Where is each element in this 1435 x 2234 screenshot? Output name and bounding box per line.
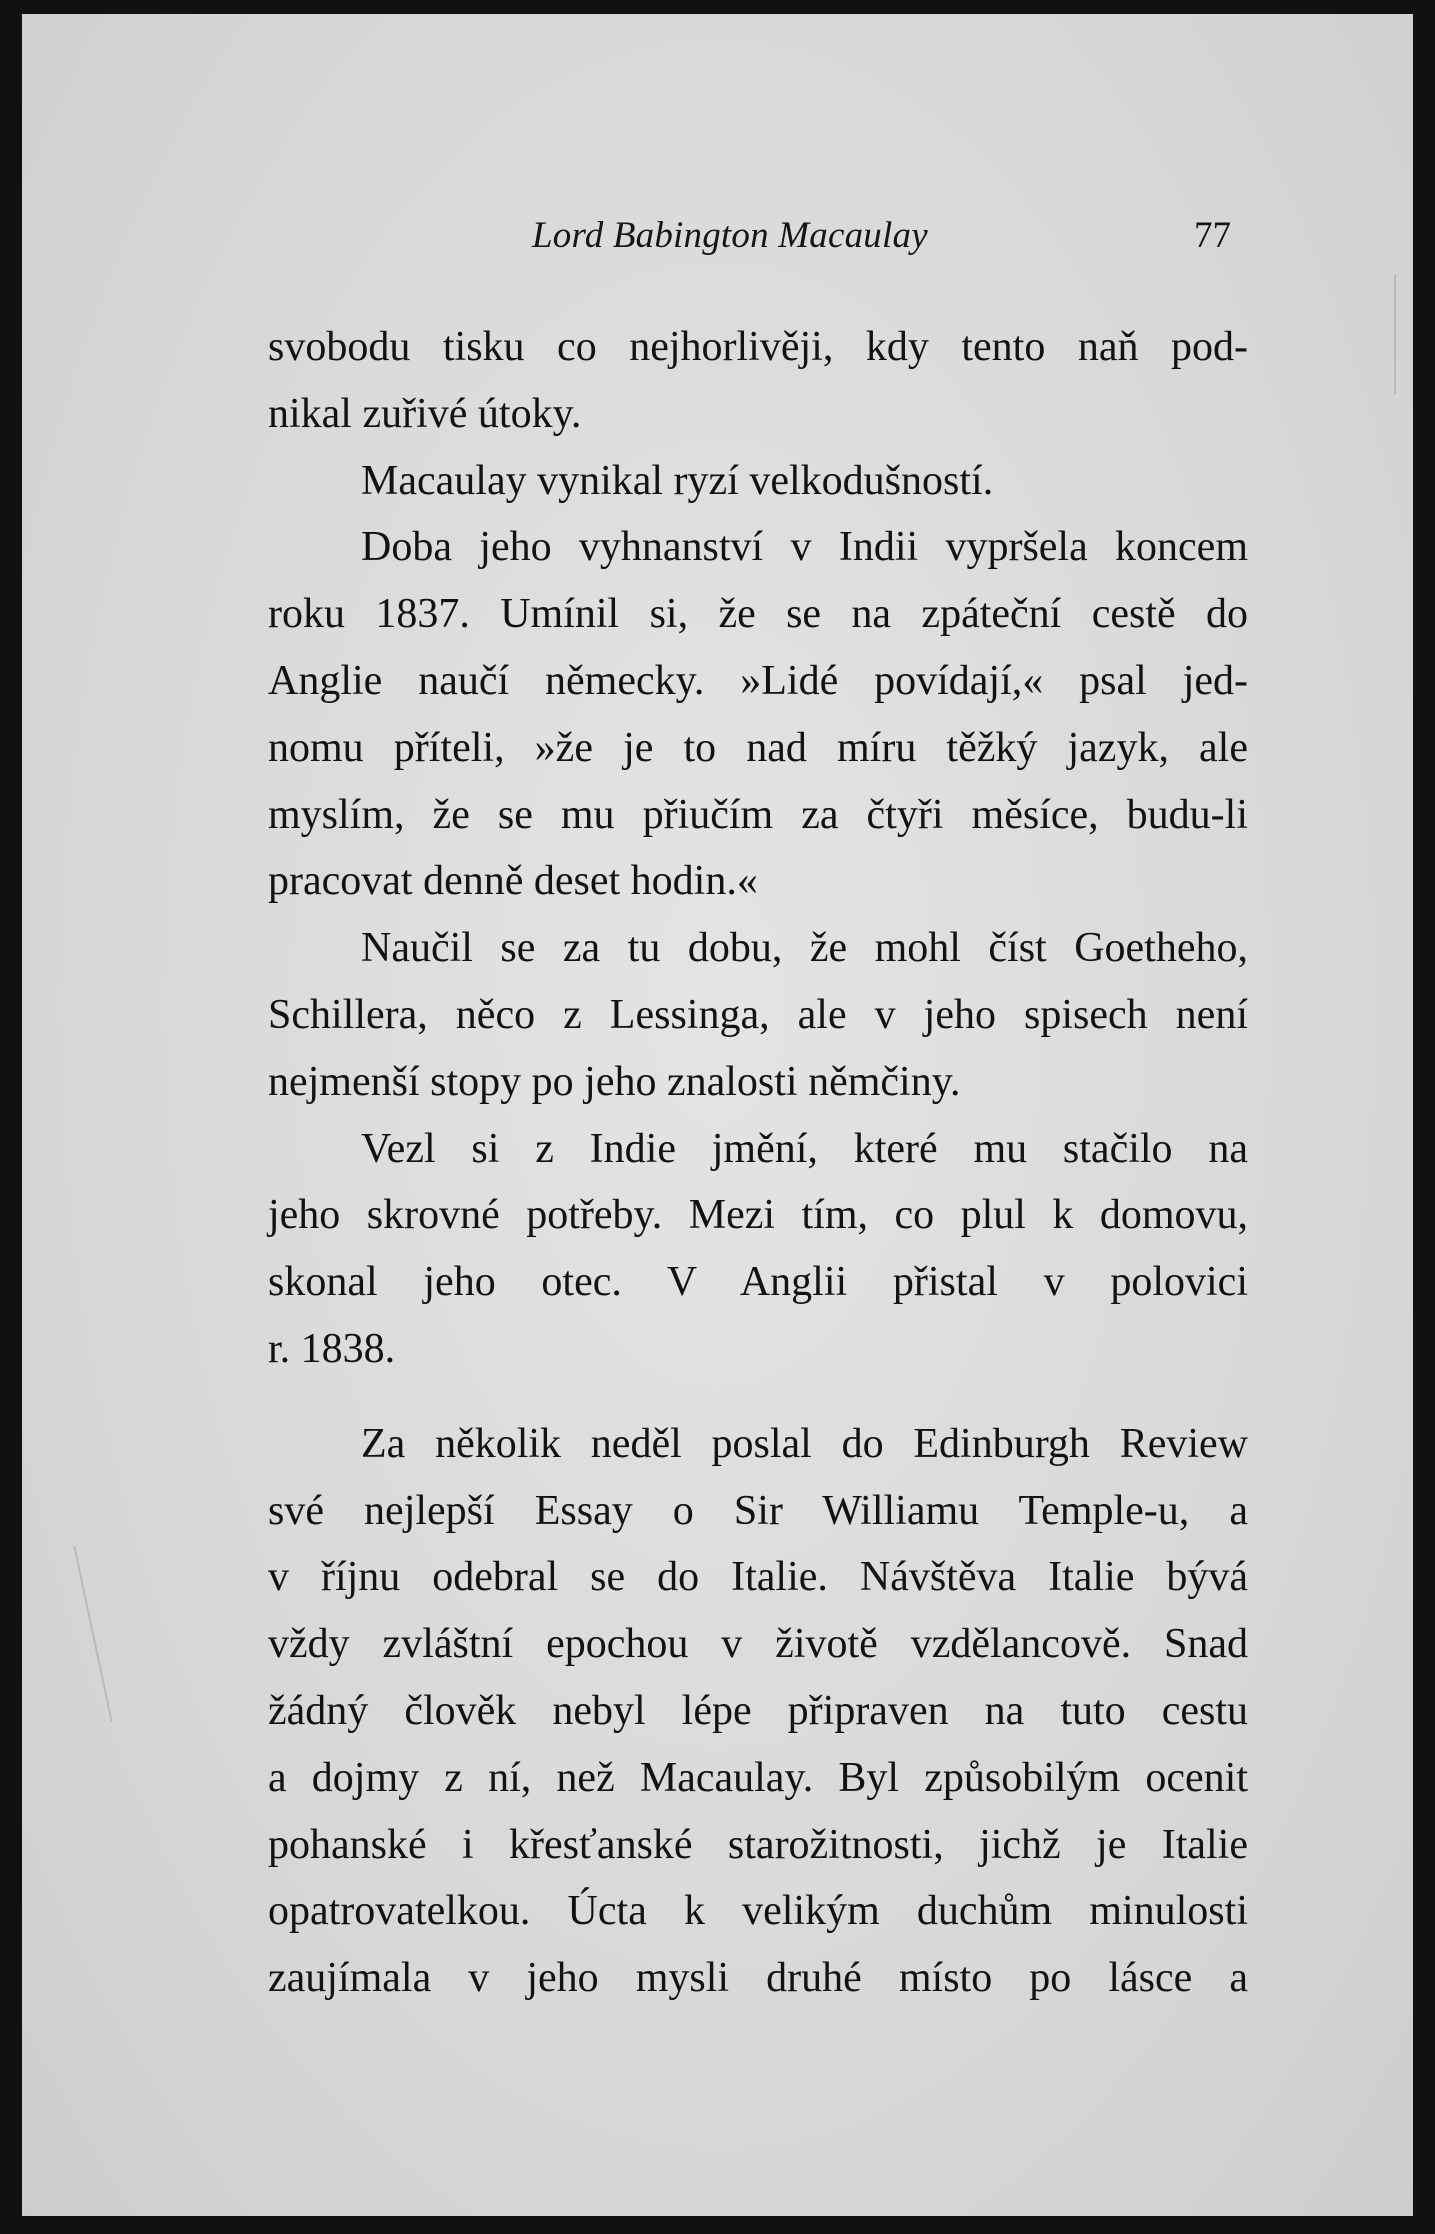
paragraph — [268, 314, 1248, 448]
text-line: zaujímala v jeho mysli druhé místo po lásce a — [268, 1955, 1248, 2002]
text-line: nomu příteli, »že je to nad míru těžký jazyk, ale — [268, 724, 1248, 771]
text-line: pracovat denně deset hodin.« — [268, 858, 758, 905]
text-line: myslím, že se mu přiučím za čtyři měsíce, budu-li — [268, 791, 1248, 838]
text-line: nikal zuřivé útoky. — [268, 390, 582, 437]
book-page — [22, 14, 1413, 2216]
text-line: svobodu tisku co nejhorlivěji, kdy tento naň pod- — [268, 324, 1248, 370]
text-line: roku 1837. Umínil si, že se na zpáteční cestě do — [268, 591, 1248, 638]
text-line: Naučil se za tu dobu, že mohl číst Goetheho, — [361, 925, 1248, 972]
paragraph — [268, 448, 1248, 515]
text-line: Doba jeho vyhnanství v Indii vypršela koncem — [361, 524, 1248, 571]
text-line: nejmenší stopy po jeho znalosti němčiny. — [268, 1058, 961, 1105]
paragraph — [268, 514, 1248, 915]
page-number: 77 — [1194, 215, 1231, 256]
text-line: žádný člověk nebyl lépe připraven na tuto cestu — [268, 1687, 1248, 1734]
text-line: Vezl si z Indie jmění, které mu stačilo na — [361, 1125, 1248, 1172]
body-text — [268, 314, 1248, 2012]
scan-artifact — [1394, 274, 1396, 394]
text-line: Schillera, něco z Lessinga, ale v jeho spisech není — [268, 991, 1248, 1038]
running-title: Lord Babington Macaulay — [532, 215, 928, 256]
paragraph — [268, 915, 1248, 1115]
text-line: Za několik neděl poslal do Edinburgh Review — [361, 1420, 1248, 1467]
text-line: vždy zvláštní epochou v životě vzdělancově. Snad — [268, 1621, 1248, 1668]
text-line: r. 1838. — [268, 1325, 396, 1372]
text-line: skonal jeho otec. V Anglii přistal v polovici — [268, 1259, 1248, 1306]
paragraph — [268, 1116, 1248, 1383]
text-line: a dojmy z ní, než Macaulay. Byl způsobilým ocenit — [268, 1754, 1248, 1801]
paragraph-gap — [268, 1383, 1248, 1411]
paragraph — [268, 1411, 1248, 2012]
text-line: v říjnu odebral se do Italie. Návštěva Italie bývá — [268, 1554, 1248, 1601]
text-line: opatrovatelkou. Úcta k velikým duchům minulosti — [268, 1888, 1248, 1935]
text-line: Anglie naučí německy. »Lidé povídají,« psal jed- — [268, 657, 1248, 704]
text-line: své nejlepší Essay o Sir Williamu Temple-u, a — [268, 1487, 1248, 1534]
text-line: pohanské i křesťanské starožitnosti, jichž je Italie — [268, 1821, 1248, 1868]
scan-artifact — [73, 1546, 112, 1722]
text-line: jeho skrovné potřeby. Mezi tím, co plul k domovu, — [268, 1192, 1248, 1239]
text-line: Macaulay vynikal ryzí velkodušností. — [361, 457, 994, 504]
